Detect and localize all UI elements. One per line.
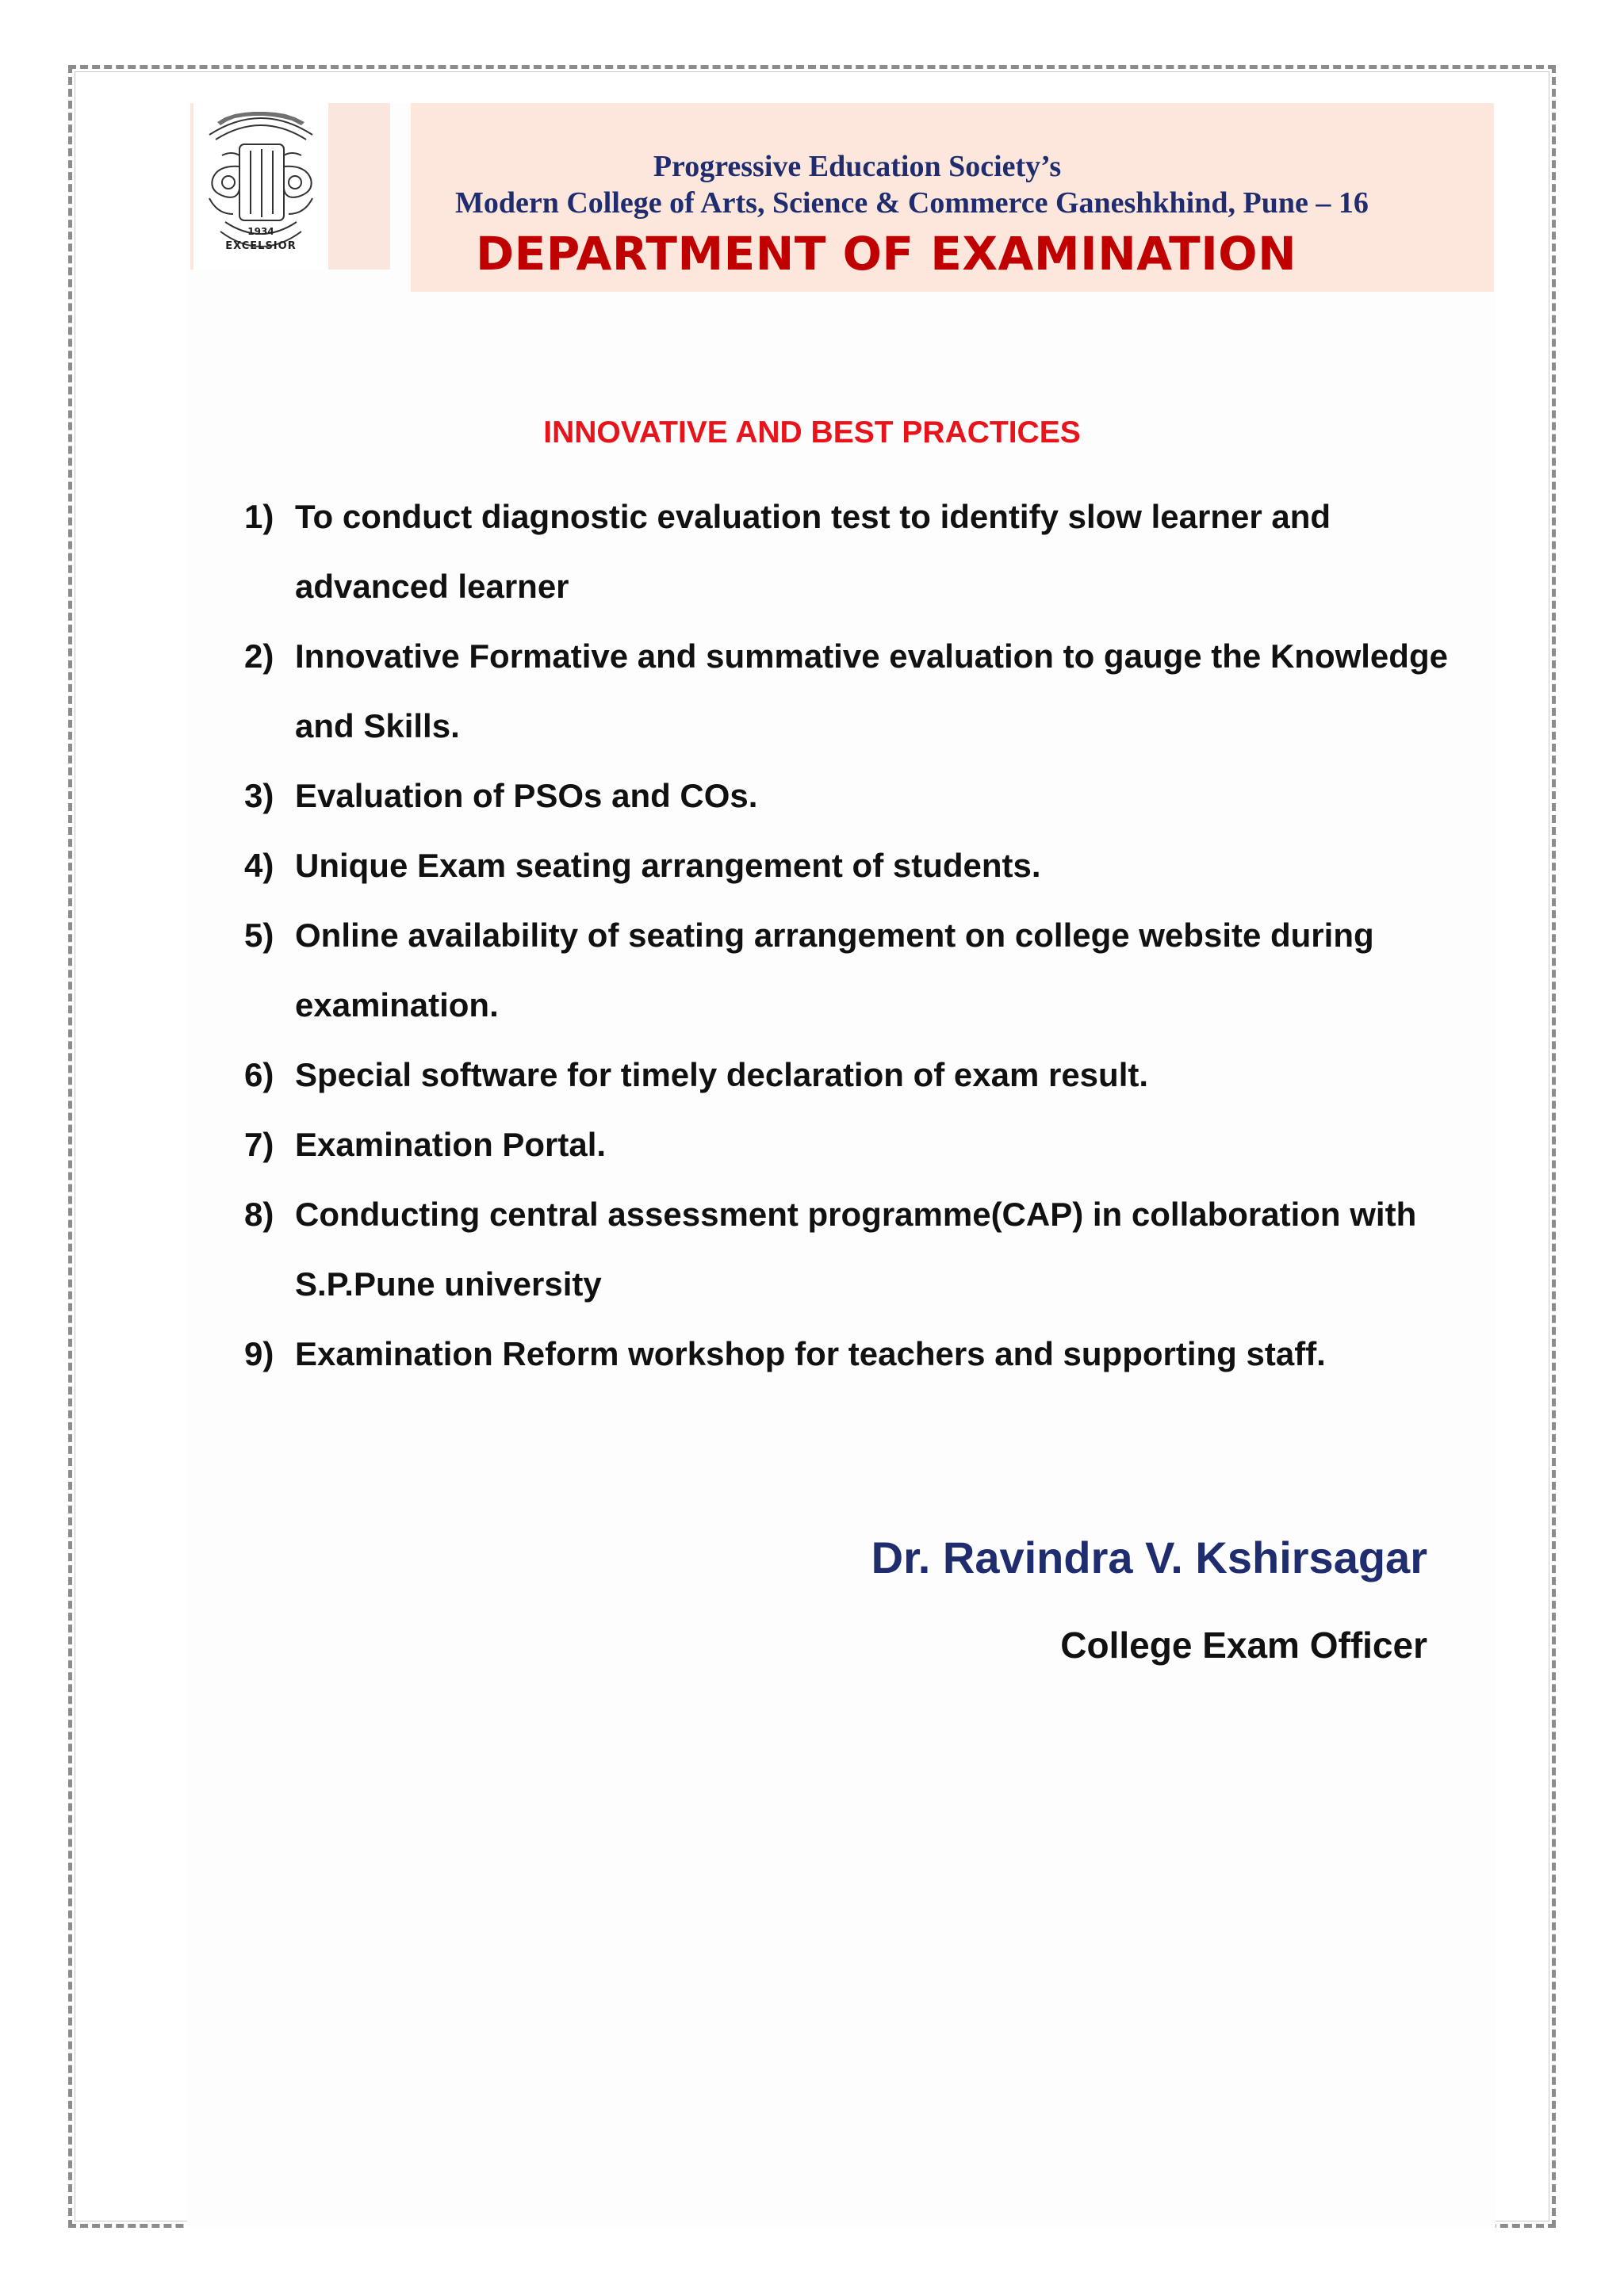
list-item-number: 4) (244, 847, 274, 884)
department-title: DEPARTMENT OF EXAMINATION (476, 227, 1297, 281)
list-item-text: Online availability of seating arrangement on college website during examination. (295, 916, 1374, 1024)
emblem-year: 1934 (247, 226, 274, 237)
list-item (244, 482, 1481, 622)
list-item-text: Examination Portal. (295, 1126, 607, 1163)
list-item-number: 5) (244, 916, 274, 954)
list-item-text: Evaluation of PSOs and COs. (295, 777, 758, 814)
list-item (244, 831, 1481, 901)
list-item (244, 1040, 1481, 1110)
list-item-text: Innovative Formative and summative evaluation to gauge the Knowledge and Skills. (295, 637, 1448, 744)
list-item-text: Unique Exam seating arrangement of students. (295, 847, 1041, 884)
logo-panel (190, 103, 390, 270)
college-emblem (193, 103, 328, 270)
college-name: Modern College of Arts, Science & Commerce Ganeshkhind, Pune – 16 (455, 186, 1369, 220)
list-item (244, 1319, 1481, 1389)
society-name: Progressive Education Society’s (653, 150, 1062, 183)
list-item (244, 622, 1481, 761)
signatory-title: College Exam Officer (1060, 1624, 1427, 1666)
list-item-text: Special software for timely declaration of exam result. (295, 1056, 1149, 1093)
list-item (244, 1180, 1481, 1319)
list-item-number: 1) (244, 498, 274, 535)
list-item (244, 1110, 1481, 1180)
list-item-number: 9) (244, 1335, 274, 1372)
list-item-number: 7) (244, 1126, 274, 1163)
list-item (244, 761, 1481, 831)
signatory-name: Dr. Ravindra V. Kshirsagar (871, 1533, 1427, 1582)
list-item (244, 901, 1481, 1040)
list-item-text: Conducting central assessment programme(CAP) in collaboration with S.P.Pune university (295, 1196, 1417, 1303)
list-item-number: 6) (244, 1056, 274, 1093)
list-item-text: Examination Reform workshop for teachers and supporting staff. (295, 1335, 1326, 1372)
list-item-number: 8) (244, 1196, 274, 1233)
list-item-number: 3) (244, 777, 274, 814)
emblem-motto: EXCELSIOR (225, 240, 297, 252)
list-item-text: To conduct diagnostic evaluation test to identify slow learner and advanced learner (295, 498, 1331, 605)
emblem-icon (193, 103, 328, 270)
list-item-number: 2) (244, 637, 274, 675)
practice-list (244, 482, 1481, 1389)
section-title: INNOVATIVE AND BEST PRACTICES (543, 415, 1081, 450)
